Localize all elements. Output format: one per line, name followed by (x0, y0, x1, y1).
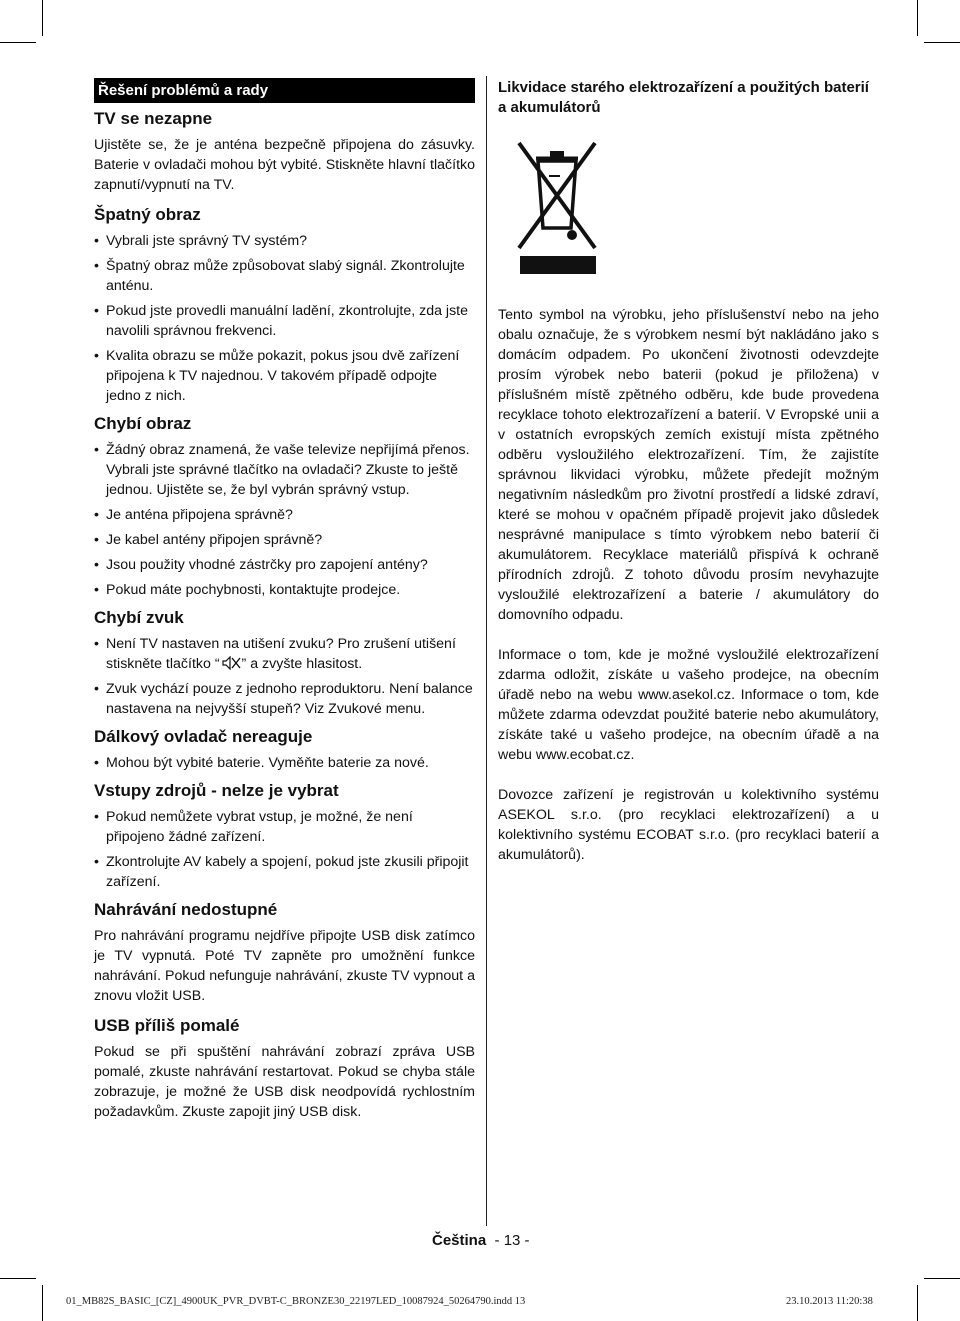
crop-mark (917, 1285, 918, 1321)
column-divider (486, 76, 487, 1226)
disposal-title: Likvidace starého elektrozařízení a použitých baterií a akumulátorů (498, 79, 869, 116)
list-item: • Žádný obraz znamená, že vaše televize nepřijímá přenos. Vybrali jste správné tlačítko na ovladači? Zkuste to ještě jednou. Ujistěte se, že byl vybrán správný vstup. (94, 442, 470, 498)
crop-mark (42, 1285, 43, 1321)
heading-recording-unavailable: Nahrávání nedostupné (94, 900, 278, 919)
list-item: • Jsou použity vhodné zástrčky pro zapojení antény? (94, 557, 428, 573)
bullet-list (94, 753, 475, 773)
list-item: • Špatný obraz může způsobovat slabý signál. Zkontrolujte anténu. (94, 258, 465, 294)
list-item: • Mohou být vybité baterie. Vyměňte baterie za nové. (94, 755, 429, 771)
crop-mark (924, 42, 960, 43)
heading-remote-not-responding: Dálkový ovladač nereaguje (94, 727, 313, 746)
heading-source-inputs: Vstupy zdrojů - nelze je vybrat (94, 781, 339, 800)
crop-mark (0, 42, 36, 43)
paragraph: Ujistěte se, že je anténa bezpečně připojena do zásuvky. Baterie v ovladači mohou být vybité. Stiskněte hlavní tlačítko zapnutí/vypnutí na TV. (94, 137, 475, 193)
paragraph: Pro nahrávání programu nejdříve připojte USB disk zatímco je TV vypnutá. Poté TV zapněte pro umožnění funkce nahrávání. Pokud nefunguje nahrávání, zkuste TV vypnout a znovu vložit USB. (94, 928, 475, 1004)
list-item: • Je kabel antény připojen správně? (94, 532, 323, 548)
list-item: • Kvalita obrazu se může pokazit, pokus jsou dvě zařízení připojena k TV najednou. V takovém případě odpojte jedno z nich. (94, 348, 460, 404)
crop-mark (42, 0, 43, 36)
list-item: • Zkontrolujte AV kabely a spojení, pokud jste zkusili připojit zařízení. (94, 854, 469, 890)
heading-bad-picture: Špatný obraz (94, 205, 201, 224)
footer-language: Čeština (432, 1232, 487, 1249)
list-item: • Není TV nastaven na utišení zvuku? Pro zrušení utišení stiskněte tlačítko “ ” a zvyšte hlasitost. (94, 636, 456, 672)
list-item: • Vybrali jste správný TV systém? (94, 233, 308, 249)
list-item: • Pokud nemůžete vybrat vstup, je možné, že není připojeno žádné zařízení. (94, 809, 413, 845)
paragraph: Tento symbol na výrobku, jeho příslušenství nebo na jeho obalu označuje, že s výrobkem nesmí být nakládáno jako s domácím odpadem. Po ukončení životnosti odevzdejte prosím výrobek nebo baterii (pokud je přiložena) v příslušném místě zpětného odběru, kde bude provedena recyklace tohoto elektrozařízení a baterií. V Evropské unii a v ostatních evropských zemích existují místa zpětného odběru vysloužilého elektrozařízení. Tím, že zajistíte správnou likvidaci výrobku, můžete předejít možným negativním následkům pro životní prostředí a lidské zdraví, které se mohou v opačném případě projevit jako důsledek nesprávné manipulace s tímto výrobkem nebo baterií či akumulátorem. Recyklace materiálů přispívá k ochraně přírodních zdrojů. Z tohoto důvodu prosím nevyhazujte vysloužilé elektrozařízení a baterie / akumulátory do domovního odpadu. (498, 307, 879, 623)
bullet-list (94, 634, 475, 719)
paragraph: Dovozce zařízení je registrován u kolektivního systému ASEKOL s.r.o. (pro recyklaci elektrozařízení) a u kolektivního systému ECOBAT s.r.o. (pro recyklaci baterií a akumulátorů). (498, 787, 879, 863)
heading-usb-too-slow: USB příliš pomalé (94, 1016, 240, 1035)
heading-no-sound: Chybí zvuk (94, 608, 184, 627)
crop-mark (924, 1278, 960, 1279)
crop-mark (917, 0, 918, 36)
list-item: • Pokud jste provedli manuální ladění, zkontrolujte, zda jste navolili správnou frekvenci. (94, 303, 468, 339)
page-number: - 13 - (494, 1232, 530, 1249)
mute-icon (220, 656, 242, 670)
crop-mark (0, 1278, 36, 1279)
print-slug-date: 23.10.2013 11:20:38 (786, 1296, 873, 1307)
section-banner: Řešení problémů a rady (94, 78, 475, 103)
list-item: • Zvuk vychází pouze z jednoho reproduktoru. Není balance nastavena na nejvyšší stupeň? Viz Zvukové menu. (94, 681, 473, 717)
heading-no-picture: Chybí obraz (94, 414, 192, 433)
disposal-column (498, 78, 879, 875)
troubleshooting-column (94, 78, 475, 1132)
list-item: • Je anténa připojena správně? (94, 507, 293, 523)
page-footer (432, 1232, 530, 1249)
heading-tv-no-power: TV se nezapne (94, 109, 213, 128)
paragraph: Pokud se při spuštění nahrávání zobrazí zpráva USB pomalé, zkuste nahrávání restartovat. Pokud se chyba stále zobrazuje, je možné že USB disk neodpovídá rychlostním požadavkům. Zkuste zapojit jiný USB disk. (94, 1044, 475, 1120)
bullet-list (94, 440, 475, 600)
weee-crossed-bin-icon (516, 140, 598, 280)
print-slug-file: 01_MB82S_BASIC_[CZ]_4900UK_PVR_DVBT-C_BRONZE30_22197LED_10087924_50264790.indd 13 (66, 1296, 526, 1307)
bullet-list (94, 807, 475, 892)
weee-symbol (516, 140, 879, 285)
paragraph: Informace o tom, kde je možné vysloužilé elektrozařízení zdarma odložit, získáte u vašeho prodejce, na obecním úřadě nebo na webu www.asekol.cz. Informace o tom, kde můžete zdarma odevzdat použité baterie nebo akumulátory, získáte také u vašeho prodejce, na obecním úřadě a na webu www.ecobat.cz. (498, 647, 879, 763)
list-item: • Pokud máte pochybnosti, kontaktujte prodejce. (94, 582, 401, 598)
bullet-list (94, 231, 475, 406)
